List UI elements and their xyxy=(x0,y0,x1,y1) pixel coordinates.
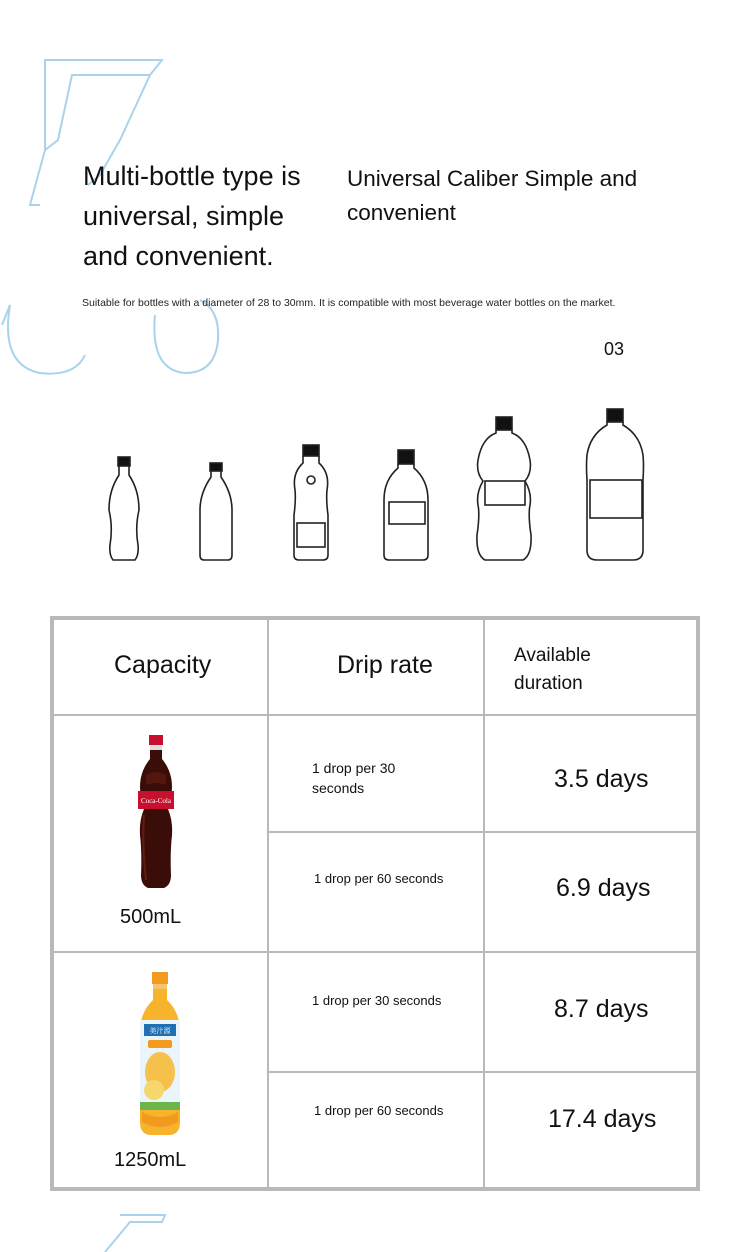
duration-cell: 6.9 days xyxy=(556,874,651,902)
duration-cell: 3.5 days xyxy=(554,765,649,793)
table-row-divider xyxy=(54,951,700,953)
bottle-types-illustration xyxy=(100,405,660,570)
background-numeral-fragment xyxy=(100,1210,170,1252)
cola-label-text: Coca-Cola xyxy=(141,797,171,805)
table-row-divider xyxy=(267,831,700,833)
capacity-500ml: 500mL xyxy=(120,906,182,928)
drip-rate-cell: 1 drop per 30 seconds xyxy=(312,993,442,1008)
capacity-table xyxy=(50,616,700,1191)
header-available-duration: Available duration xyxy=(514,645,591,694)
header-drip-rate: Drip rate xyxy=(337,651,433,679)
drip-rate-cell: 1 drop per 30 seconds xyxy=(312,760,396,796)
headline: Multi-bottle type is universal, simple and convenient. xyxy=(83,161,301,271)
juice-label-text: 美汁源 xyxy=(149,1027,171,1035)
drip-rate-cell: 1 drop per 60 seconds xyxy=(314,1103,444,1118)
bottle-outline-1 xyxy=(109,457,139,560)
capacity-1250ml: 1250mL xyxy=(114,1149,187,1171)
bottle-outline-5 xyxy=(477,417,531,560)
page-number: 03 xyxy=(604,339,625,359)
drip-rate-cell: 1 drop per 60 seconds xyxy=(314,871,444,886)
cola-bottle-image xyxy=(136,735,176,890)
table-row-divider xyxy=(267,1071,700,1073)
juice-bottle-image xyxy=(134,972,186,1137)
subheadline: Universal Caliber Simple and convenient xyxy=(347,166,638,225)
duration-cell: 17.4 days xyxy=(548,1105,657,1133)
header-capacity: Capacity xyxy=(114,651,212,679)
duration-cell: 8.7 days xyxy=(554,995,649,1023)
bottle-outline-2 xyxy=(200,463,232,560)
table-column-divider xyxy=(483,620,485,1191)
bottle-outline-4 xyxy=(384,450,428,560)
table-column-divider xyxy=(267,620,269,1191)
bottle-outline-6 xyxy=(587,409,644,560)
description-text: Suitable for bottles with a diameter of 28 to 30mm. It is compatible with most beverage water bottles on the market. xyxy=(82,297,616,309)
table-row-divider xyxy=(54,714,700,716)
bottle-outline-3 xyxy=(294,445,328,560)
